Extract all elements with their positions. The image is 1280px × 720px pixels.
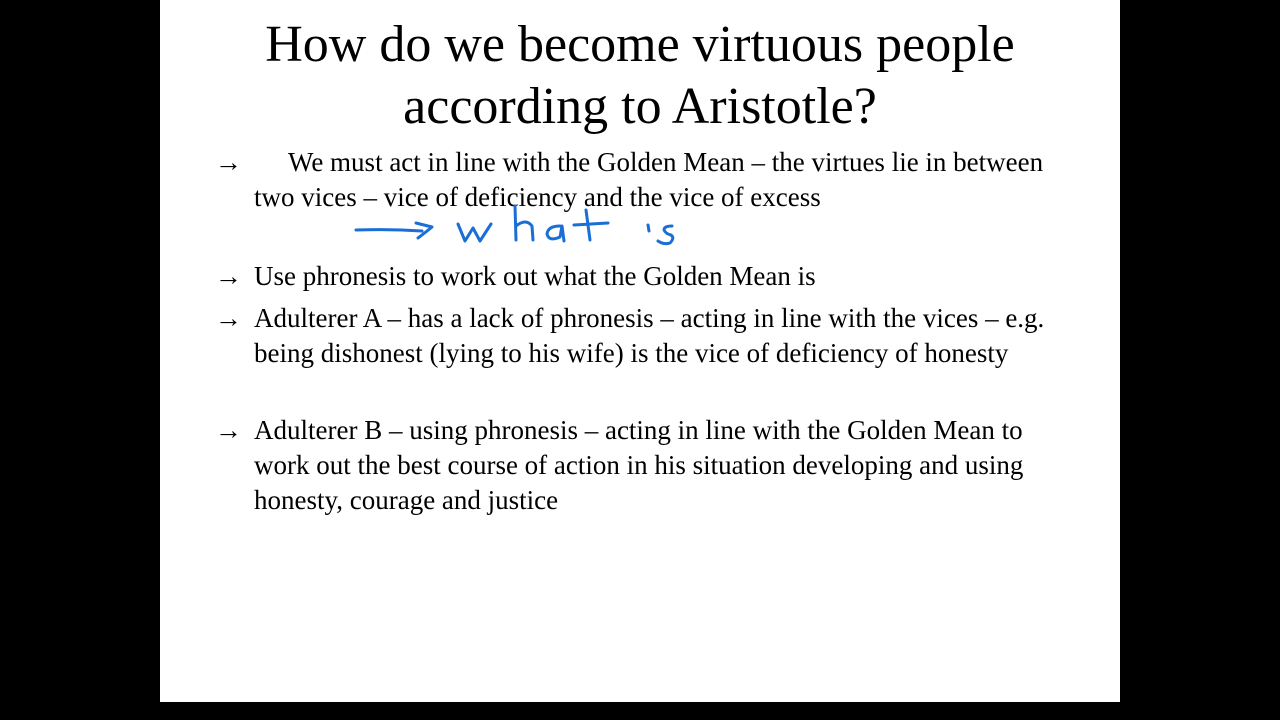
bullet-phronesis	[215, 259, 1055, 294]
bullet-adulterer-a	[215, 301, 1055, 371]
bullet-text: Use phronesis to work out what the Golden Mean is	[254, 261, 816, 291]
bullet-text: Adulterer B – using phronesis – acting in line with the Golden Mean to work out the best course of action in his situation developing and using honesty, courage and justice	[254, 415, 1024, 515]
handwritten-letter-i	[648, 225, 649, 231]
handwritten-arrow-icon	[356, 223, 432, 238]
slide-title	[160, 14, 1120, 138]
bullet-adulterer-b	[215, 413, 1055, 518]
bullet-golden-mean	[215, 145, 1055, 215]
arrow-icon: →	[215, 303, 242, 333]
handwritten-letter-s	[658, 226, 673, 244]
title-line-1: How do we become virtuous people	[265, 16, 1015, 73]
handwritten-letter-a	[547, 226, 564, 241]
arrow-icon: →	[215, 147, 242, 177]
title-line-2: according to Aristotle?	[403, 78, 877, 135]
arrow-icon: →	[215, 415, 242, 445]
slide	[160, 0, 1120, 702]
bullet-text: We must act in line with the Golden Mean – the virtues lie in between two vices – vice of deficiency and the vice of excess	[254, 147, 1044, 212]
bullet-text: Adulterer A – has a lack of phronesis – acting in line with the vices – e.g. being dishonest (lying to his wife) is the vice of deficiency of honesty	[254, 303, 1045, 368]
arrow-icon: →	[215, 261, 242, 291]
handwritten-letter-w	[458, 224, 491, 241]
